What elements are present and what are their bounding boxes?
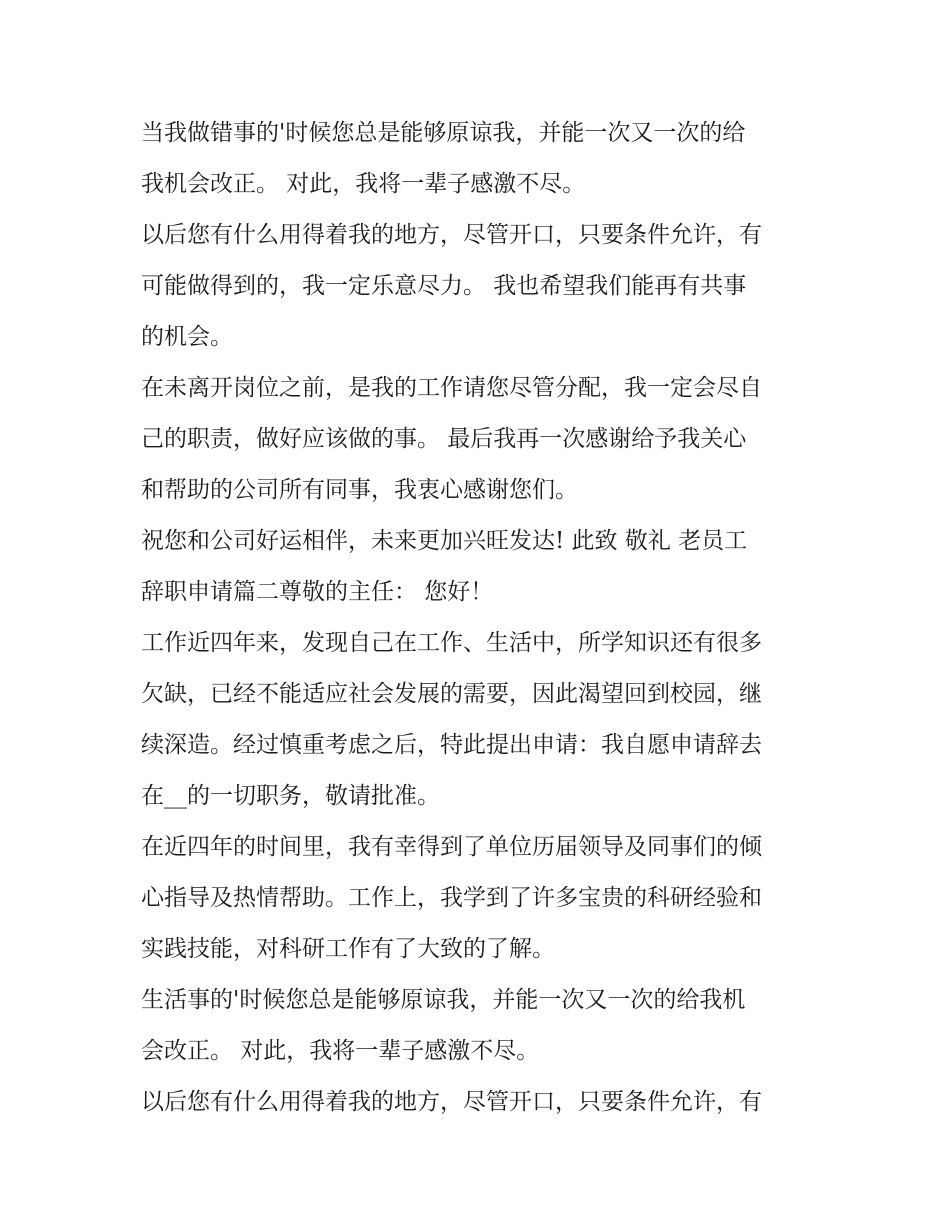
paragraph xyxy=(141,822,821,975)
text-line: 在近四年的时间里，我有幸得到了单位历届领导及同事们的倾 xyxy=(141,834,762,860)
text-line: 在未离开岗位之前，是我的工作请您尽管分配，我一定会尽自 xyxy=(141,375,762,401)
text-line: 的机会。 xyxy=(141,324,233,350)
text-line: 己的职责，做好应该做的事。 最后我再一次感谢给予我关心 xyxy=(141,426,747,452)
paragraph xyxy=(141,1077,821,1128)
text-line: 以后您有什么用得着我的地方，尽管开口，只要条件允许，有 xyxy=(141,222,762,248)
text-line: 欠缺，已经不能适应社会发展的需要，因此渴望回到校园，继 xyxy=(141,681,762,707)
text-line: 工作近四年来，发现自己在工作、生活中，所学知识还有很多 xyxy=(141,630,762,656)
document-body xyxy=(141,108,821,1128)
paragraph xyxy=(141,210,821,363)
paragraph xyxy=(141,108,821,210)
text-line: 我机会改正。 对此，我将一辈子感激不尽。 xyxy=(141,171,586,197)
paragraph xyxy=(141,516,821,618)
paragraph xyxy=(141,363,821,516)
paragraph xyxy=(141,618,821,822)
text-line: 和帮助的公司所有同事，我衷心感谢您们。 xyxy=(141,477,578,503)
text-line: 辞职申请篇二尊敬的主任： 您好！ xyxy=(141,579,494,605)
text-line: 当我做错事的'时候您总是能够原谅我，并能一次又一次的给 xyxy=(141,120,746,146)
text-line: 续深造。经过慎重考虑之后，特此提出申请：我自愿申请辞去 xyxy=(141,732,762,758)
paragraph xyxy=(141,975,821,1077)
text-line: 心指导及热情帮助。工作上，我学到了许多宝贵的科研经验和 xyxy=(141,885,762,911)
text-line: 在__的一切职务，敬请批准。 xyxy=(141,783,440,809)
text-line: 可能做得到的，我一定乐意尽力。 我也希望我们能再有共事 xyxy=(141,273,747,299)
text-line: 会改正。 对此，我将一辈子感激不尽。 xyxy=(141,1038,540,1064)
text-line: 祝您和公司好运相伴，未来更加兴旺发达! 此致 敬礼 老员工 xyxy=(141,528,748,554)
text-line: 生活事的'时候您总是能够原谅我，并能一次又一次的给我机 xyxy=(141,987,746,1013)
text-line: 以后您有什么用得着我的地方，尽管开口，只要条件允许，有 xyxy=(141,1089,762,1115)
text-line: 实践技能，对科研工作有了大致的了解。 xyxy=(141,936,555,962)
